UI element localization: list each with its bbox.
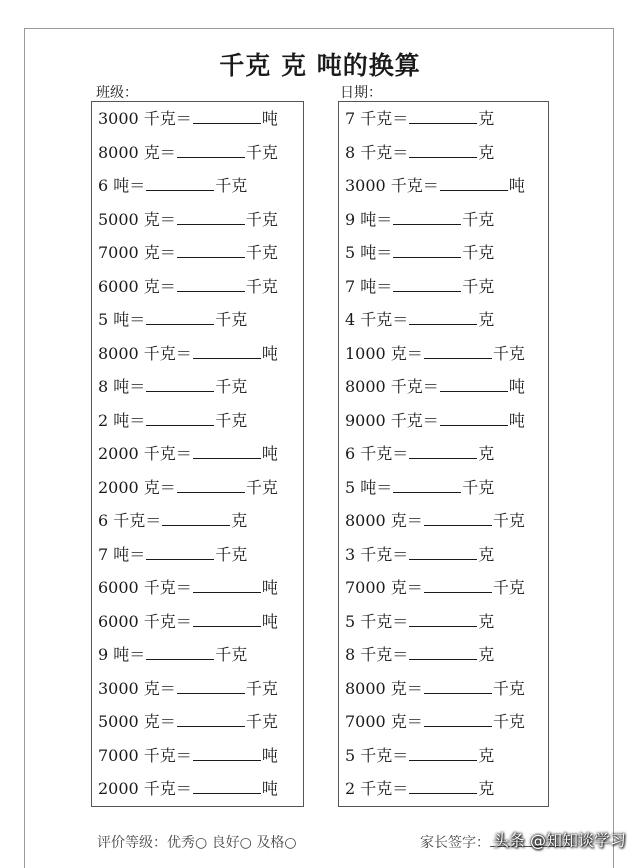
exercise-row bbox=[98, 575, 278, 601]
exercise-unit: 千克 bbox=[245, 142, 278, 162]
exercise-prompt: 3000 千克＝ bbox=[98, 109, 192, 128]
answer-blank[interactable] bbox=[409, 109, 477, 124]
answer-blank[interactable] bbox=[409, 645, 477, 660]
exercise-unit: 千克 bbox=[462, 243, 495, 262]
exercise-unit: 千克 bbox=[492, 712, 525, 731]
exercise-prompt: 2000 克＝ bbox=[98, 477, 176, 497]
exercise-prompt: 4 千克＝ bbox=[345, 310, 409, 329]
exercise-unit: 克 bbox=[478, 444, 495, 463]
answer-blank[interactable] bbox=[177, 679, 245, 694]
exercise-prompt: 8 千克＝ bbox=[345, 142, 409, 162]
exercise-prompt: 3 千克＝ bbox=[345, 544, 409, 564]
exercise-row bbox=[345, 709, 525, 735]
exercise-row bbox=[98, 542, 247, 568]
exercise-unit: 千克 bbox=[245, 678, 278, 698]
answer-blank[interactable] bbox=[177, 277, 245, 292]
exercise-unit: 克 bbox=[478, 544, 495, 564]
exercise-row bbox=[98, 709, 278, 735]
exercise-unit: 千克 bbox=[492, 578, 525, 597]
answer-blank[interactable] bbox=[146, 176, 214, 191]
exercise-unit: 千克 bbox=[215, 410, 248, 430]
exercise-row bbox=[345, 207, 494, 233]
exercise-unit: 吨 bbox=[261, 745, 278, 765]
exercise-unit: 千克 bbox=[492, 678, 525, 698]
answer-blank[interactable] bbox=[177, 143, 245, 158]
exercise-prompt: 7 千克＝ bbox=[345, 109, 409, 128]
answer-blank[interactable] bbox=[440, 377, 508, 392]
exercise-unit: 吨 bbox=[261, 109, 278, 128]
exercise-unit: 克 bbox=[478, 611, 495, 631]
answer-blank[interactable] bbox=[409, 310, 477, 325]
answer-blank[interactable] bbox=[146, 645, 214, 660]
exercise-prompt: 9 吨＝ bbox=[98, 645, 146, 664]
exercise-unit: 千克 bbox=[462, 477, 495, 497]
exercise-unit: 千克 bbox=[492, 343, 525, 363]
answer-blank[interactable] bbox=[409, 545, 477, 560]
answer-blank[interactable] bbox=[193, 612, 261, 627]
answer-blank[interactable] bbox=[193, 109, 261, 124]
answer-blank[interactable] bbox=[177, 210, 245, 225]
exercise-unit: 千克 bbox=[215, 544, 248, 564]
answer-blank[interactable] bbox=[177, 243, 245, 258]
answer-blank[interactable] bbox=[409, 612, 477, 627]
exercise-prompt: 6000 克＝ bbox=[98, 276, 176, 296]
exercise-row bbox=[98, 676, 278, 702]
answer-blank[interactable] bbox=[393, 277, 461, 292]
answer-blank[interactable] bbox=[393, 478, 461, 493]
exercise-prompt: 8 吨＝ bbox=[98, 377, 146, 396]
exercise-row bbox=[98, 341, 278, 367]
answer-blank[interactable] bbox=[424, 578, 492, 593]
exercise-unit: 千克 bbox=[492, 511, 525, 530]
answer-blank[interactable] bbox=[177, 478, 245, 493]
exercise-prompt: 7 吨＝ bbox=[98, 544, 146, 564]
exercise-row bbox=[345, 106, 494, 132]
exercise-row bbox=[98, 408, 247, 434]
exercise-row bbox=[98, 508, 247, 534]
grade-rating: 评价等级：优秀○ 良好○ 及格○ bbox=[97, 835, 297, 851]
exercise-unit: 千克 bbox=[245, 243, 278, 262]
answer-blank[interactable] bbox=[146, 377, 214, 392]
exercise-row bbox=[345, 240, 494, 266]
exercise-prompt: 7000 克＝ bbox=[345, 712, 423, 731]
exercise-row bbox=[345, 776, 494, 802]
parent-signature-label: 家长签字： bbox=[420, 835, 490, 851]
exercise-row bbox=[345, 743, 494, 769]
exercise-prompt: 5000 克＝ bbox=[98, 712, 176, 731]
answer-blank[interactable] bbox=[146, 310, 214, 325]
class-label: 班级： bbox=[96, 85, 138, 101]
exercise-unit: 千克 bbox=[462, 276, 495, 296]
exercise-row bbox=[98, 441, 278, 467]
exercise-row bbox=[98, 274, 278, 300]
exercise-row bbox=[98, 307, 247, 333]
answer-blank[interactable] bbox=[146, 411, 214, 426]
exercise-prompt: 8000 千克＝ bbox=[98, 343, 192, 363]
exercise-prompt: 8000 克＝ bbox=[345, 511, 423, 530]
exercise-unit: 千克 bbox=[215, 176, 248, 195]
exercise-row bbox=[98, 475, 278, 501]
exercise-prompt: 5 千克＝ bbox=[345, 611, 409, 631]
answer-blank[interactable] bbox=[177, 712, 245, 727]
exercise-prompt: 6000 千克＝ bbox=[98, 611, 192, 631]
exercise-row bbox=[98, 240, 278, 266]
exercise-row bbox=[98, 776, 278, 802]
exercise-row bbox=[98, 374, 247, 400]
exercise-row bbox=[98, 207, 278, 233]
answer-blank[interactable] bbox=[440, 176, 508, 191]
answer-blank[interactable] bbox=[393, 210, 461, 225]
exercise-prompt: 7000 千克＝ bbox=[98, 745, 192, 765]
exercise-row bbox=[345, 140, 494, 166]
date-label: 日期： bbox=[340, 85, 382, 101]
exercise-prompt: 6000 千克＝ bbox=[98, 578, 192, 597]
exercise-prompt: 8000 克＝ bbox=[345, 678, 423, 698]
exercise-unit: 吨 bbox=[508, 410, 525, 430]
exercise-row bbox=[345, 441, 494, 467]
exercise-prompt: 5 吨＝ bbox=[345, 243, 393, 262]
exercise-prompt: 9 吨＝ bbox=[345, 209, 393, 229]
exercise-row bbox=[345, 475, 494, 501]
exercise-unit: 克 bbox=[231, 511, 248, 530]
answer-blank[interactable] bbox=[193, 344, 261, 359]
exercise-prompt: 8000 克＝ bbox=[98, 142, 176, 162]
answer-blank[interactable] bbox=[424, 511, 492, 526]
exercise-prompt: 6 千克＝ bbox=[345, 444, 409, 463]
exercise-prompt: 3000 千克＝ bbox=[345, 176, 439, 195]
exercise-row bbox=[345, 575, 525, 601]
answer-blank[interactable] bbox=[193, 578, 261, 593]
exercise-unit: 千克 bbox=[462, 209, 495, 229]
answer-blank[interactable] bbox=[424, 712, 492, 727]
exercise-row bbox=[98, 173, 247, 199]
exercise-unit: 吨 bbox=[261, 343, 278, 363]
exercise-row bbox=[345, 374, 525, 400]
exercise-unit: 千克 bbox=[245, 276, 278, 296]
exercise-unit: 克 bbox=[478, 310, 495, 329]
exercise-unit: 千克 bbox=[215, 310, 248, 329]
exercise-unit: 吨 bbox=[261, 578, 278, 597]
exercise-row bbox=[345, 408, 525, 434]
exercise-prompt: 2 千克＝ bbox=[345, 779, 409, 798]
exercise-unit: 千克 bbox=[245, 712, 278, 731]
exercise-row bbox=[98, 743, 278, 769]
exercise-prompt: 1000 克＝ bbox=[345, 343, 423, 363]
exercise-prompt: 7 吨＝ bbox=[345, 276, 393, 296]
exercise-prompt: 5 吨＝ bbox=[345, 477, 393, 497]
exercise-prompt: 7000 克＝ bbox=[345, 578, 423, 597]
exercise-prompt: 9000 千克＝ bbox=[345, 410, 439, 430]
answer-blank[interactable] bbox=[440, 411, 508, 426]
page-title: 千克 克 吨的换算 bbox=[219, 51, 421, 80]
exercise-row bbox=[98, 106, 278, 132]
exercise-row bbox=[345, 642, 494, 668]
exercise-row bbox=[345, 274, 494, 300]
exercise-unit: 克 bbox=[478, 142, 495, 162]
exercise-unit: 吨 bbox=[508, 176, 525, 195]
exercise-unit: 千克 bbox=[245, 209, 278, 229]
exercise-row bbox=[345, 341, 525, 367]
left-exercise-column bbox=[91, 101, 304, 807]
exercise-unit: 克 bbox=[478, 645, 495, 664]
answer-blank[interactable] bbox=[424, 679, 492, 694]
answer-blank[interactable] bbox=[193, 746, 261, 761]
exercise-unit: 吨 bbox=[261, 611, 278, 631]
exercise-row bbox=[345, 676, 525, 702]
exercise-prompt: 7000 克＝ bbox=[98, 243, 176, 262]
exercise-prompt: 8 千克＝ bbox=[345, 645, 409, 664]
answer-blank[interactable] bbox=[409, 746, 477, 761]
answer-blank[interactable] bbox=[193, 779, 261, 794]
exercise-prompt: 3000 克＝ bbox=[98, 678, 176, 698]
answer-blank[interactable] bbox=[193, 444, 261, 459]
exercise-row bbox=[345, 542, 494, 568]
exercise-row bbox=[98, 140, 278, 166]
answer-blank[interactable] bbox=[162, 511, 230, 526]
exercise-unit: 克 bbox=[478, 109, 495, 128]
exercise-unit: 千克 bbox=[245, 477, 278, 497]
right-exercise-column bbox=[338, 101, 549, 807]
exercise-unit: 千克 bbox=[215, 645, 248, 664]
exercise-prompt: 2000 千克＝ bbox=[98, 779, 192, 798]
answer-blank[interactable] bbox=[409, 444, 477, 459]
exercise-row bbox=[98, 642, 247, 668]
exercise-row bbox=[345, 508, 525, 534]
exercise-prompt: 6 吨＝ bbox=[98, 176, 146, 195]
exercise-unit: 吨 bbox=[508, 377, 525, 396]
exercise-prompt: 5 千克＝ bbox=[345, 745, 409, 765]
exercise-row bbox=[345, 307, 494, 333]
answer-blank[interactable] bbox=[409, 779, 477, 794]
exercise-prompt: 5000 克＝ bbox=[98, 209, 176, 229]
exercise-row bbox=[345, 609, 494, 635]
exercise-unit: 克 bbox=[478, 745, 495, 765]
exercise-prompt: 2 吨＝ bbox=[98, 410, 146, 430]
answer-blank[interactable] bbox=[393, 243, 461, 258]
answer-blank[interactable] bbox=[424, 344, 492, 359]
exercise-prompt: 2000 千克＝ bbox=[98, 444, 192, 463]
exercise-row bbox=[345, 173, 525, 199]
exercise-unit: 克 bbox=[478, 779, 495, 798]
watermark: 头条 @知知谈学习 bbox=[492, 831, 626, 850]
answer-blank[interactable] bbox=[409, 143, 477, 158]
exercise-prompt: 8000 千克＝ bbox=[345, 377, 439, 396]
exercise-unit: 千克 bbox=[215, 377, 248, 396]
exercise-unit: 吨 bbox=[261, 444, 278, 463]
exercise-prompt: 5 吨＝ bbox=[98, 310, 146, 329]
exercise-unit: 吨 bbox=[261, 779, 278, 798]
exercise-row bbox=[98, 609, 278, 635]
answer-blank[interactable] bbox=[146, 545, 214, 560]
exercise-prompt: 6 千克＝ bbox=[98, 511, 162, 530]
